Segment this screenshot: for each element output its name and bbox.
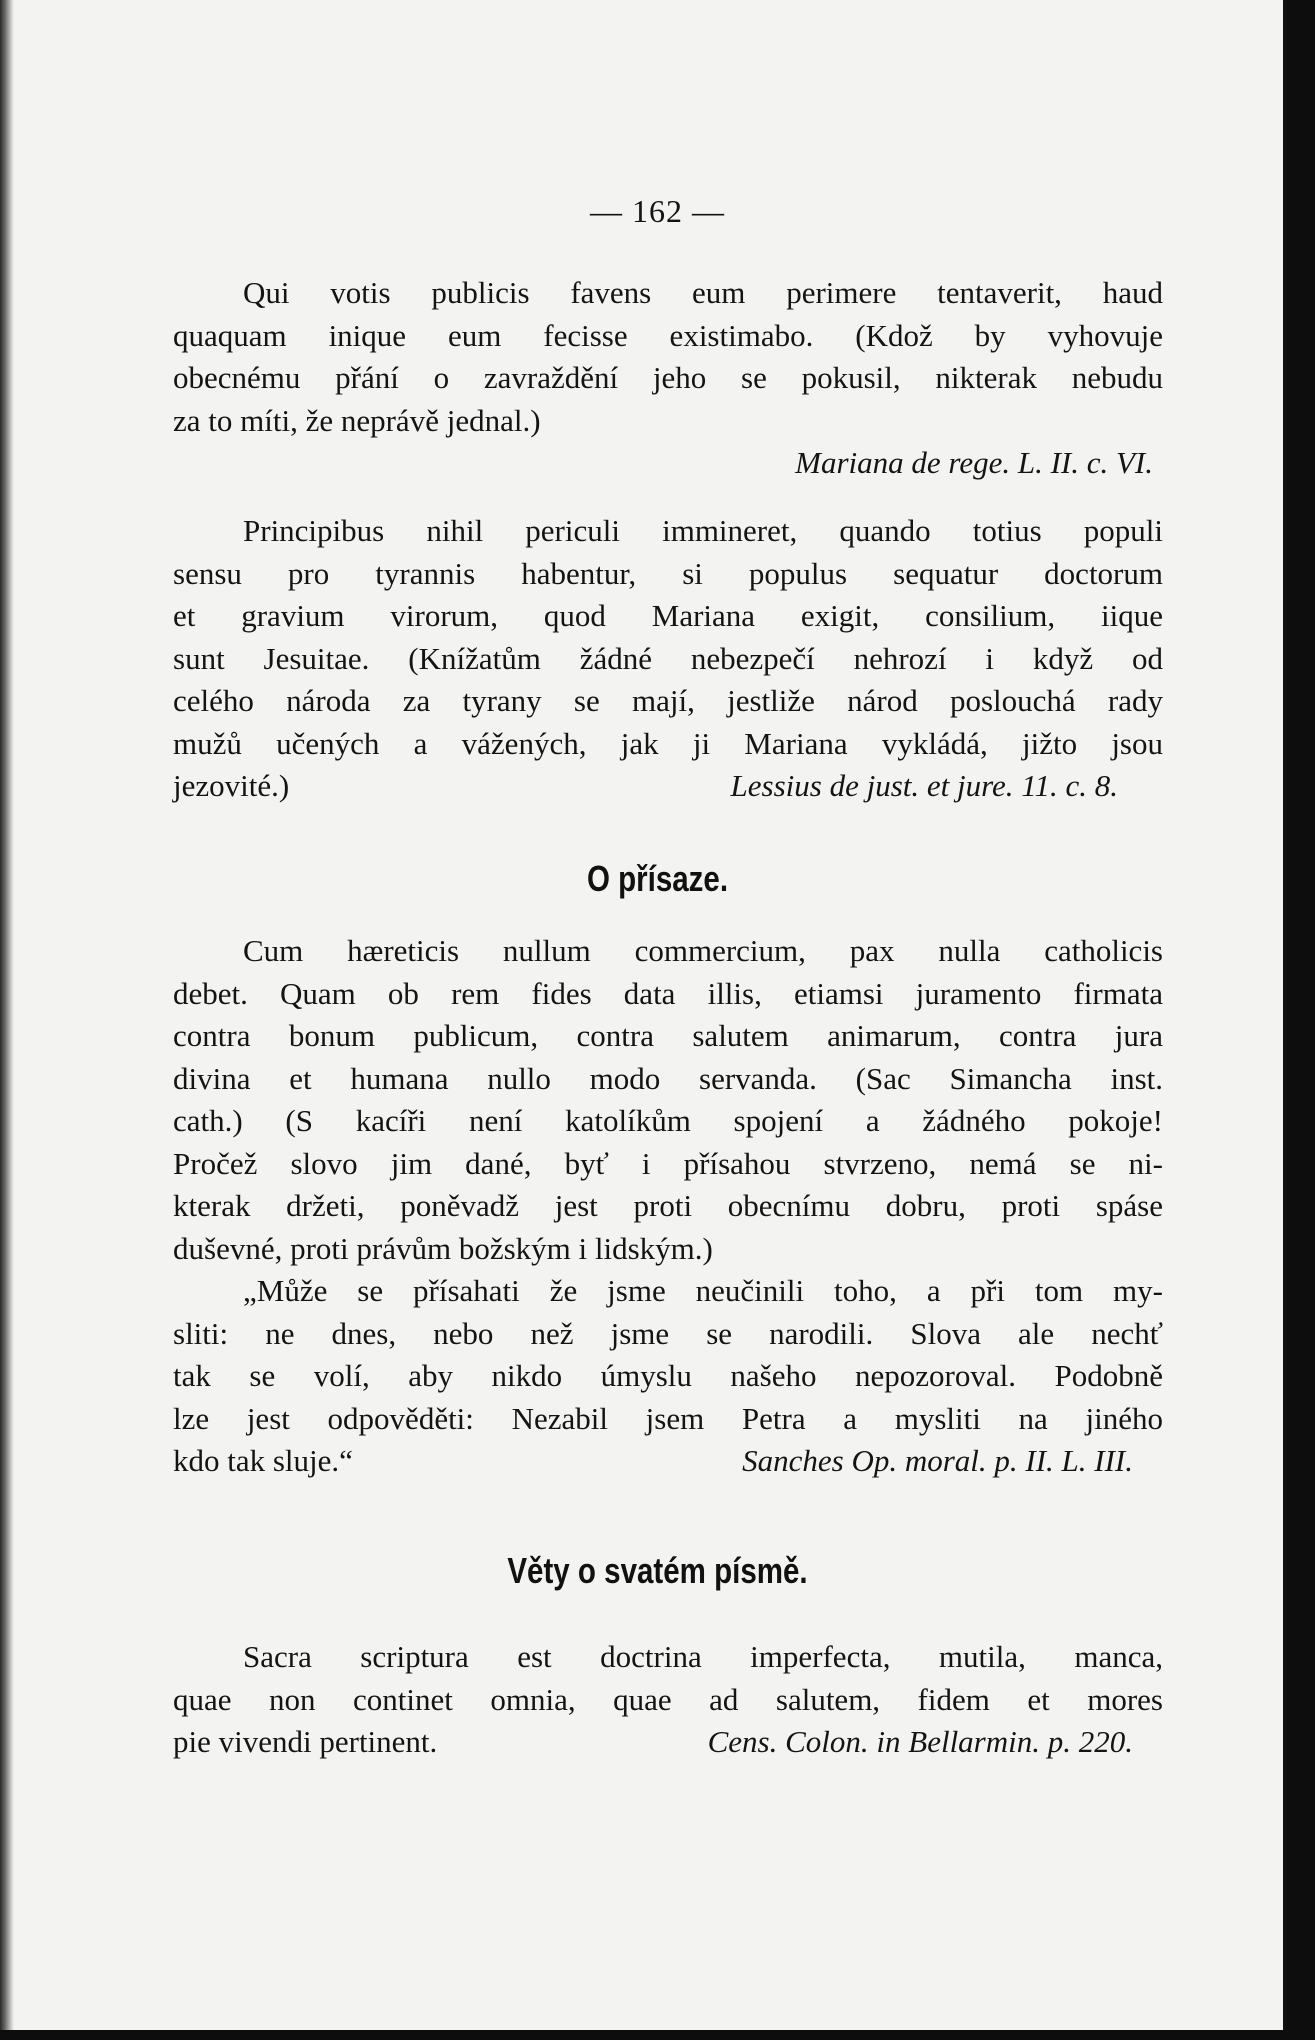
section-heading: Věty o svatém písmě. — [507, 1550, 808, 1591]
text-line: debet. Quam ob rem fides data illis, etiamsi juramento firmata — [173, 975, 1163, 1011]
scan-edge — [1283, 0, 1286, 2030]
text-line: sliti: ne dnes, nebo než jsme se narodili. Slova ale nechť — [173, 1315, 1163, 1351]
citation: Mariana de rege. L. II. c. VI. — [795, 445, 1153, 480]
text-line-end: jezovité.) — [173, 768, 290, 803]
text-line: Sacra scriptura est doctrina imperfecta, mutila, manca, — [243, 1639, 1163, 1674]
text-line — [173, 765, 1163, 808]
text-line: kterak držeti, poněvadž jest proti obecnímu dobru, proti spáse — [173, 1188, 1163, 1223]
page-number: — 162 — — [590, 193, 725, 229]
text-line: obecnému přání o zavraždění jeho se pokusil, nikterak nebudu — [173, 360, 1163, 395]
text-line: Pročež slovo jim dané, byť i přísahou stvrzeno, nemá se ni- — [173, 1145, 1163, 1181]
text-line: Qui votis publicis favens eum perimere tentaverit, haud — [243, 275, 1163, 310]
text-line: divina et humana nullo modo servanda. (Sac Simancha inst. — [173, 1060, 1163, 1096]
text-line — [173, 1440, 1163, 1483]
text-line: tak se volí, aby nikdo úmyslu našeho nepozoroval. Podobně — [173, 1358, 1163, 1393]
text-line: sunt Jesuitae. (Knížatům žádné nebezpečí nehrozí i když od — [173, 640, 1163, 676]
text-line: Principibus nihil periculi immineret, quando totius populi — [243, 513, 1163, 548]
page-spine-shadow — [0, 0, 14, 2030]
text-line: contra bonum publicum, contra salutem animarum, contra jura — [173, 1018, 1163, 1053]
paragraph-lessius — [173, 510, 1163, 808]
citation: Cens. Colon. in Bellarmin. p. 220. — [707, 1724, 1133, 1759]
text-line: sensu pro tyrannis habentur, si populus sequatur doctorum — [173, 555, 1163, 591]
text-line: za to míti, že neprávě jednal.) — [173, 402, 541, 438]
section-heading: O přísaze. — [586, 858, 729, 899]
text-line: quae non continet omnia, quae ad salutem, fidem et mores — [173, 1681, 1163, 1717]
text-line: quaquam inique eum fecisse existimabo. (Kdož by vyhovuje — [173, 317, 1163, 353]
paragraph-mariana — [173, 272, 1163, 485]
text-line: cath.) (S kacíři není katolíkům spojení a žádného pokoje! — [173, 1103, 1163, 1138]
text-line: celého národa za tyrany se mají, jestliže národ poslouchá rady — [173, 683, 1163, 718]
text-line: Cum hæreticis nullum commercium, pax nulla catholicis — [243, 933, 1163, 968]
text-line: „Může se přísahati že jsme neučinili toho, a při tom my- — [243, 1273, 1163, 1308]
text-line-end: pie vivendi pertinent. — [173, 1724, 438, 1759]
text-line: et gravium virorum, quod Mariana exigit, consilium, iique — [173, 598, 1163, 633]
text-line: duševné, proti právům božským i lidským.) — [173, 1230, 713, 1266]
paragraph-simancha — [173, 930, 1163, 1270]
text-line-end: kdo tak sluje.“ — [173, 1443, 353, 1478]
paragraph-sanches — [173, 1270, 1163, 1483]
text-line: lze jest odpověděti: Nezabil jsem Petra a mysliti na jiného — [173, 1400, 1163, 1436]
citation: Sanches Op. moral. p. II. L. III. — [742, 1443, 1133, 1478]
text-line: mužů učených a vážených, jak ji Mariana vykládá, jižto jsou — [173, 725, 1163, 761]
paragraph-bellarmin — [173, 1636, 1163, 1764]
text-line — [173, 1721, 1163, 1764]
citation: Lessius de just. et jure. 11. c. 8. — [730, 768, 1118, 803]
